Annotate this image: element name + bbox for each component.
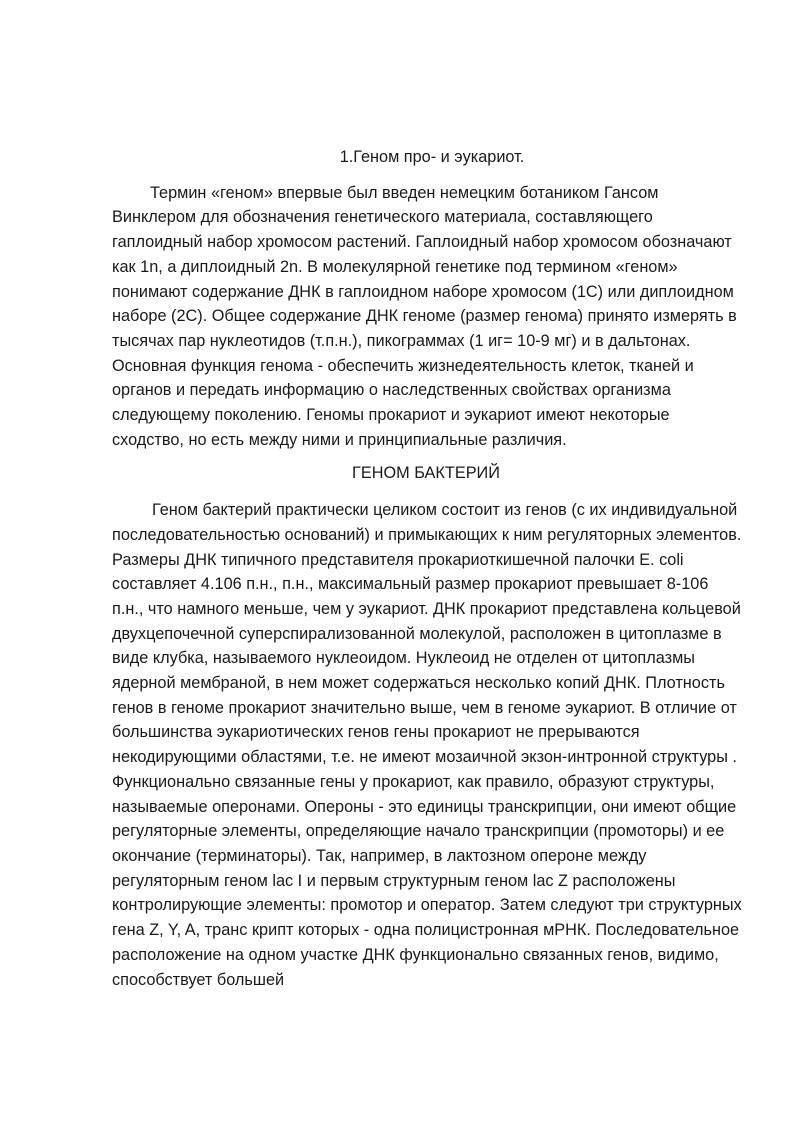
paragraph-genome-definition: Термин «геном» впервые был введен немецким ботаником Гансом Винклером для обозначения генетического материала, составляющего гаплоидный набор хромосом растений. Гаплоидный набор хромосом обозначают как 1n, а диплоидный 2n. В молекулярной генетике под термином «геном» понимают содержание ДНК в гаплоидном наборе хромосом (1С) или диплоидном наборе (2С). Общее содержание ДНК геноме (размер генома) принято измерять в тысячах пар нуклеотидов (т.п.н.), пикограммах (1 иг= 10-9 мг) и в дальтонах. Основная функция генома - обеспечить жизнедеятельность клеток, тканей и органов и передать информацию о наследственных свойствах организма следующему поколению. Геномы прокариот и эукариот имеют некоторые сходство, но есть между ними и принципиальные различия. [112,183,737,449]
document-title: 1.Геном про- и эукариот. [339,148,525,166]
paragraph-bacterial-genome: Геном бактерий практически целиком состоит из генов (с их индивидуальной последовательностью оснований) и примыкающих к ним регуляторных элементов. Размеры ДНК типичного представителя прокариоткишечной палочки E. coli составляет 4.106 п.н., п.н., максимальный размер прокариот превышает 8-106 п.н., что намного меньше, чем у эукариот. ДНК прокариот представлена кольцевой двухцепочечной суперспирализованной молекулой, расположен в цитоплазме в виде клубка, называемого нуклеоидом. Нуклеоид не отделен от цитоплазмы ядерной мембраной, в нем может содержаться несколько копий ДНК. Плотность генов в геноме прокариот значительно выше, чем в геноме эукариот. В отличие от большинства эукариотических генов гены прокариот не прерываются некодирующими областями, т.е. не имеют мозаичной экзон-интронной структуры . Функционально связанные гены у прокариот, как правило, образуют структуры, называемые оперонами. Опероны - это единицы транскрипции, они имеют общие регуляторные элементы, определяющие начало транскрипции (промоторы) и ее окончание (терминаторы). Так, например, в лактозном опероне между регуляторным геном lac I и первым структурным геном lac Z расположены контролирующие элементы: промотор и оператор. Затем следуют три структурных гена Z, Y, A, транс крипт которых - одна полицистронная мРНК. Последовательное расположение на одном участке ДНК функционально связанных генов, видимо, способствует большей [112,501,742,989]
section-heading-bacterial-genome: ГЕНОМ БАКТЕРИЙ [352,464,500,483]
document-body [112,145,744,992]
